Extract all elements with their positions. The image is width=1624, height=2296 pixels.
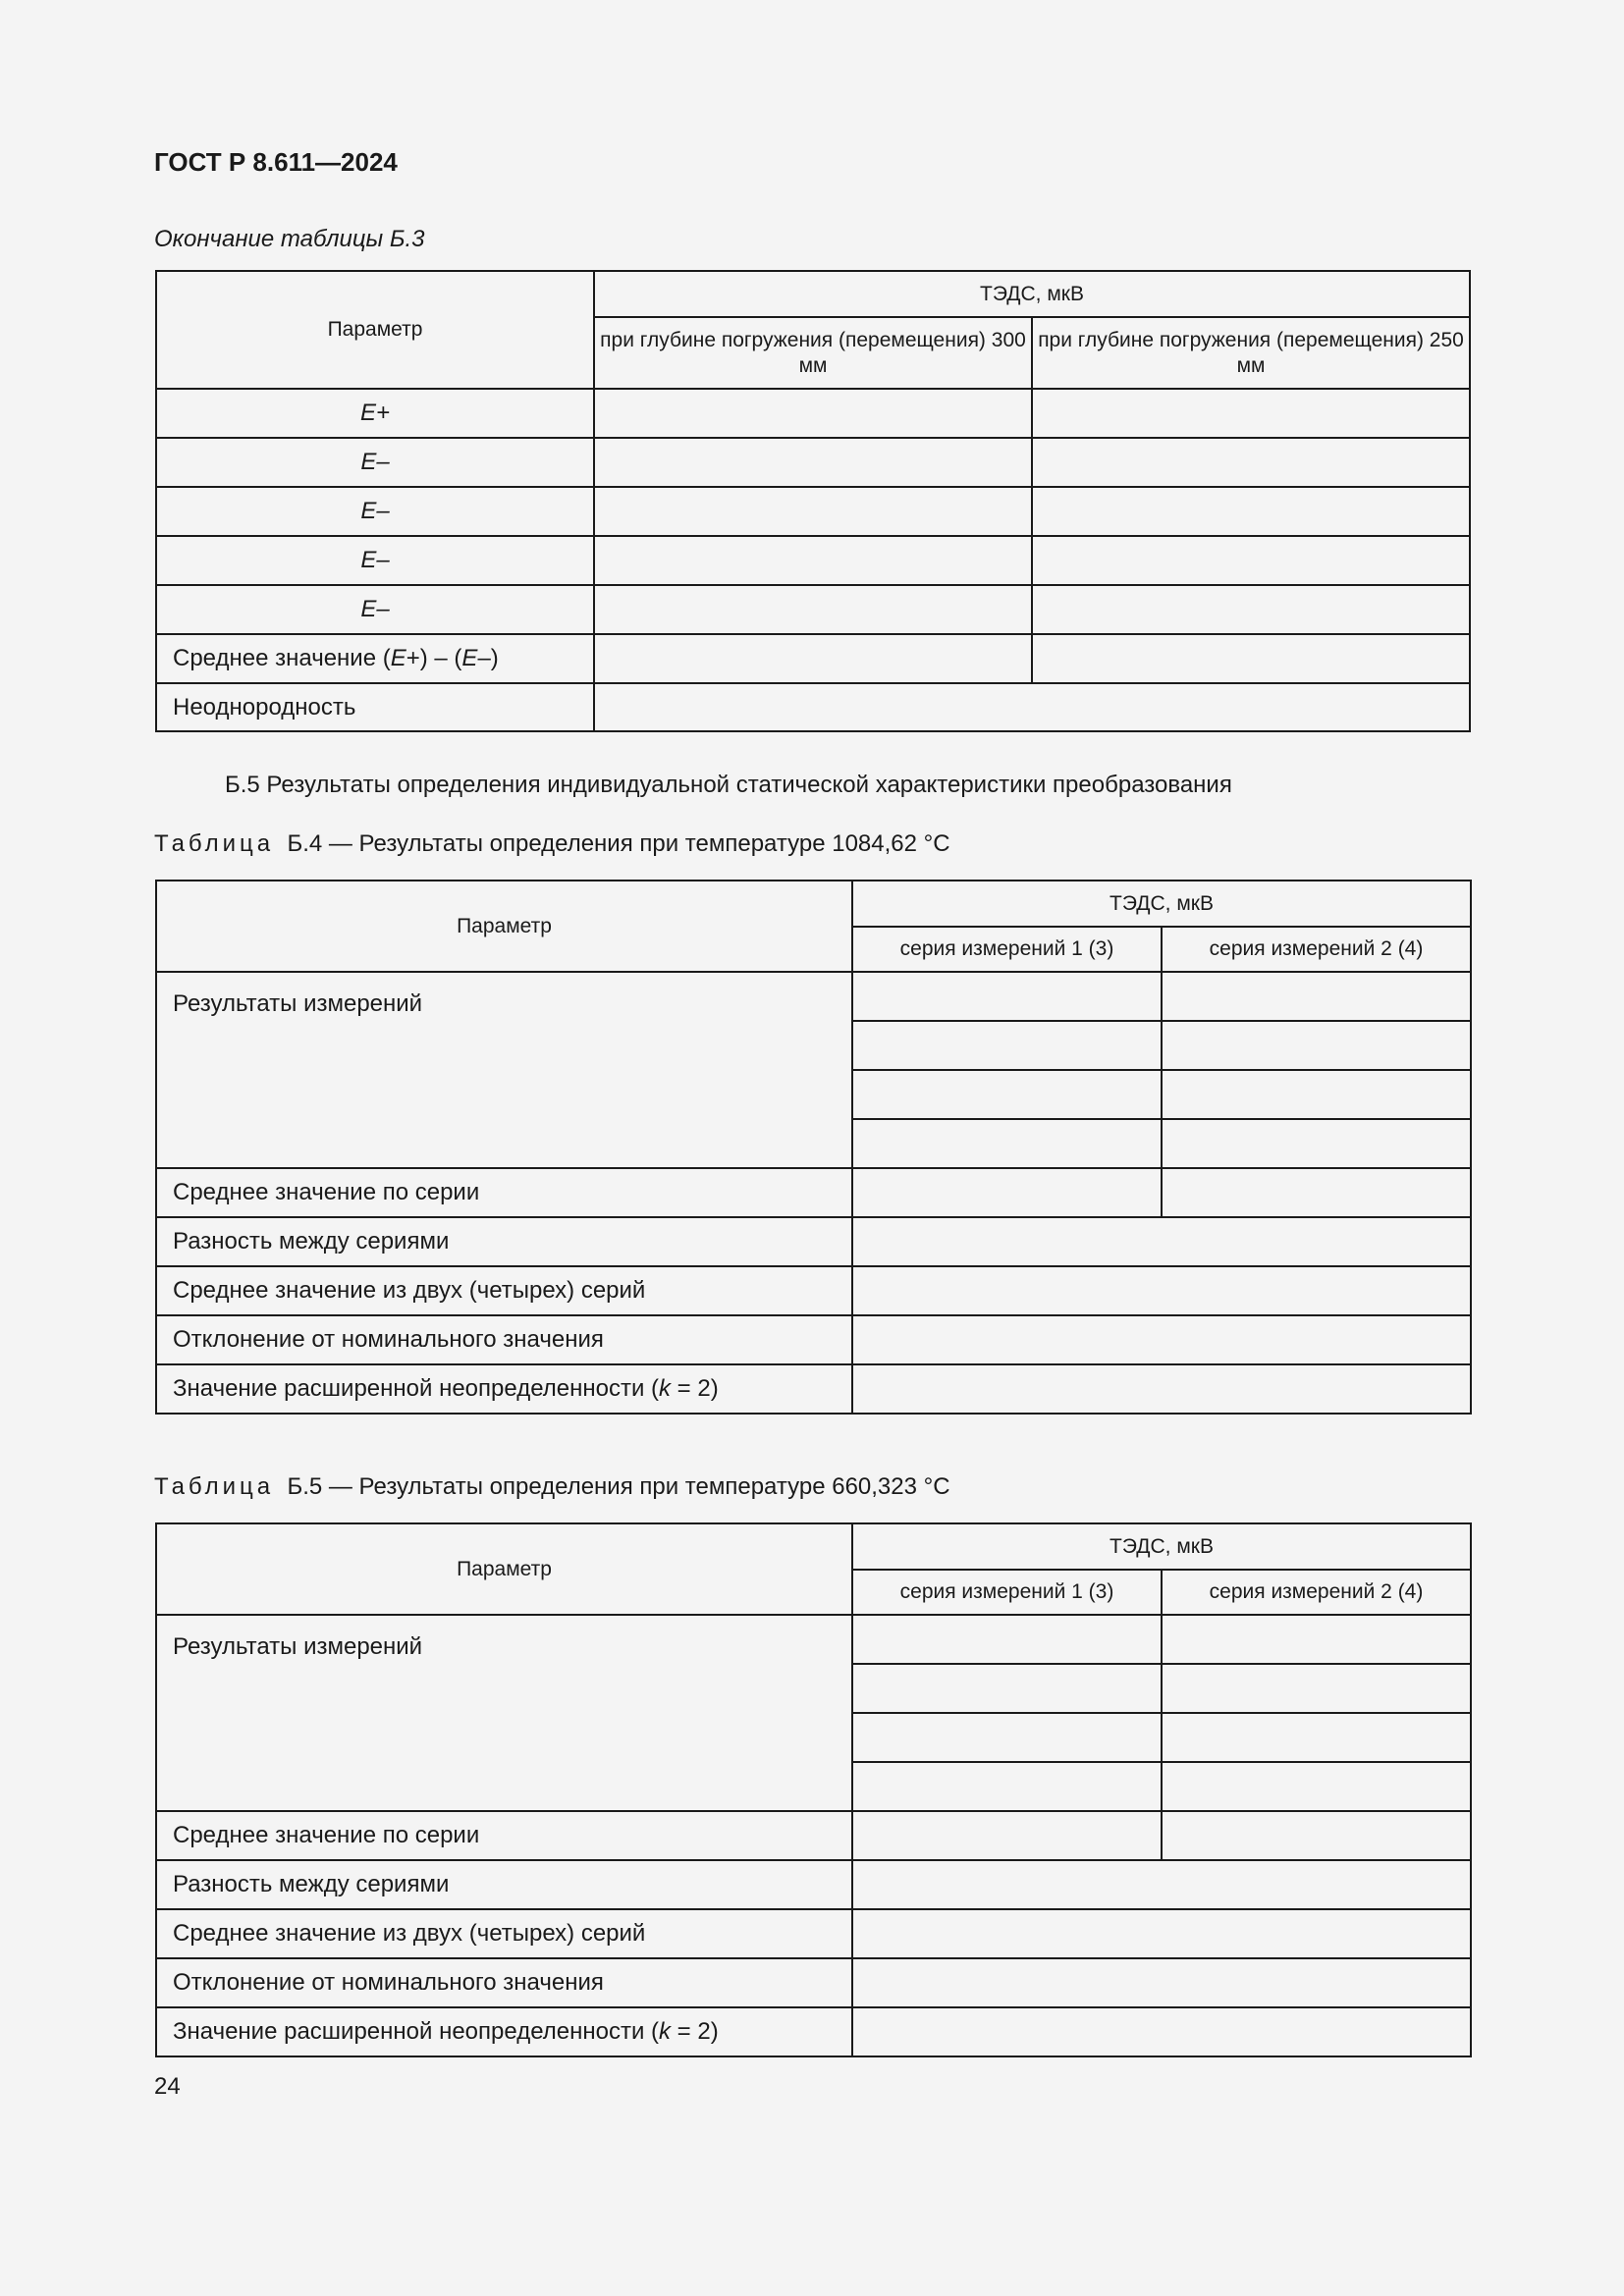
row-label-results: Результаты измерений [156,1615,852,1811]
row-label-diff: Разность между сериями [156,1860,852,1909]
row-label-series-mean: Среднее значение по серии [156,1168,852,1217]
header-param: Параметр [156,1523,852,1615]
header-series-2: серия измерений 2 (4) [1162,927,1471,972]
row-label-diff: Разность между сериями [156,1217,852,1266]
data-cell [852,2007,1471,2056]
row-label: E– [156,585,594,634]
header-param: Параметр [156,881,852,972]
data-cell [1162,1168,1471,1217]
row-label-uncertainty: Значение расширенной неопределенности (k = 2) [156,2007,852,2056]
row-label: E– [156,438,594,487]
data-cell [852,1811,1162,1860]
row-label: E+ [156,389,594,438]
data-cell [594,487,1032,536]
data-cell [852,1021,1162,1070]
data-cell [852,1615,1162,1664]
data-cell [1162,1021,1471,1070]
data-cell [1162,1762,1471,1811]
data-cell [1032,634,1470,683]
table-b4 [155,880,1472,1415]
data-cell [1032,585,1470,634]
row-label-uncertainty: Значение расширенной неопределенности (k = 2) [156,1364,852,1414]
row-label-results: Результаты измерений [156,972,852,1168]
page-number: 24 [154,2073,181,2100]
data-cell [852,1958,1471,2007]
data-cell [852,1909,1471,1958]
data-cell [852,972,1162,1021]
data-cell [1162,1070,1471,1119]
data-cell [852,1664,1162,1713]
data-cell [594,389,1032,438]
data-cell [1032,438,1470,487]
row-label: E– [156,487,594,536]
header-depth-250: при глубине погружения (перемещения) 250 мм [1032,317,1470,389]
row-label-series-mean: Среднее значение по серии [156,1811,852,1860]
row-label-inhomogeneity: Неоднородность [156,683,594,731]
data-cell [852,1217,1471,1266]
section-heading-b5: Б.5 Результаты определения индивидуальной статической характеристики преобразования [225,772,1232,798]
data-cell [594,634,1032,683]
row-label: E– [156,536,594,585]
row-label-mean-all: Среднее значение из двух (четырех) серий [156,1909,852,1958]
table-b5-caption: Таблица Б.5 — Результаты определения при температуре 660,323 °С [154,1473,950,1500]
data-cell [852,1364,1471,1414]
data-cell [1162,1713,1471,1762]
data-cell [852,1119,1162,1168]
data-cell [1162,1664,1471,1713]
data-cell [852,1168,1162,1217]
data-cell [1032,389,1470,438]
data-cell [1162,1119,1471,1168]
table-b3-caption: Окончание таблицы Б.3 [154,226,425,252]
row-label-mean: Среднее значение (E+) – (E–) [156,634,594,683]
row-label-deviation: Отклонение от номинального значения [156,1958,852,2007]
header-tedc: ТЭДС, мкВ [594,271,1470,317]
table-b4-caption: Таблица Б.4 — Результаты определения при температуре 1084,62 °С [154,830,950,857]
header-depth-300: при глубине погружения (перемещения) 300 мм [594,317,1032,389]
header-series-1: серия измерений 1 (3) [852,927,1162,972]
data-cell [594,585,1032,634]
header-tedc: ТЭДС, мкВ [852,1523,1471,1570]
data-cell [852,1713,1162,1762]
table-b3 [155,270,1471,732]
data-cell [852,1860,1471,1909]
row-label-mean-all: Среднее значение из двух (четырех) серий [156,1266,852,1315]
document-code: ГОСТ Р 8.611—2024 [154,147,398,177]
data-cell [1032,536,1470,585]
data-cell [852,1070,1162,1119]
data-cell [594,683,1470,731]
data-cell [852,1762,1162,1811]
data-cell [594,536,1032,585]
data-cell [1162,1811,1471,1860]
row-label-deviation: Отклонение от номинального значения [156,1315,852,1364]
data-cell [1162,1615,1471,1664]
data-cell [1162,972,1471,1021]
table-b5 [155,1522,1472,2057]
data-cell [852,1315,1471,1364]
header-series-1: серия измерений 1 (3) [852,1570,1162,1615]
data-cell [594,438,1032,487]
data-cell [852,1266,1471,1315]
header-param: Параметр [156,271,594,389]
header-series-2: серия измерений 2 (4) [1162,1570,1471,1615]
data-cell [1032,487,1470,536]
header-tedc: ТЭДС, мкВ [852,881,1471,927]
